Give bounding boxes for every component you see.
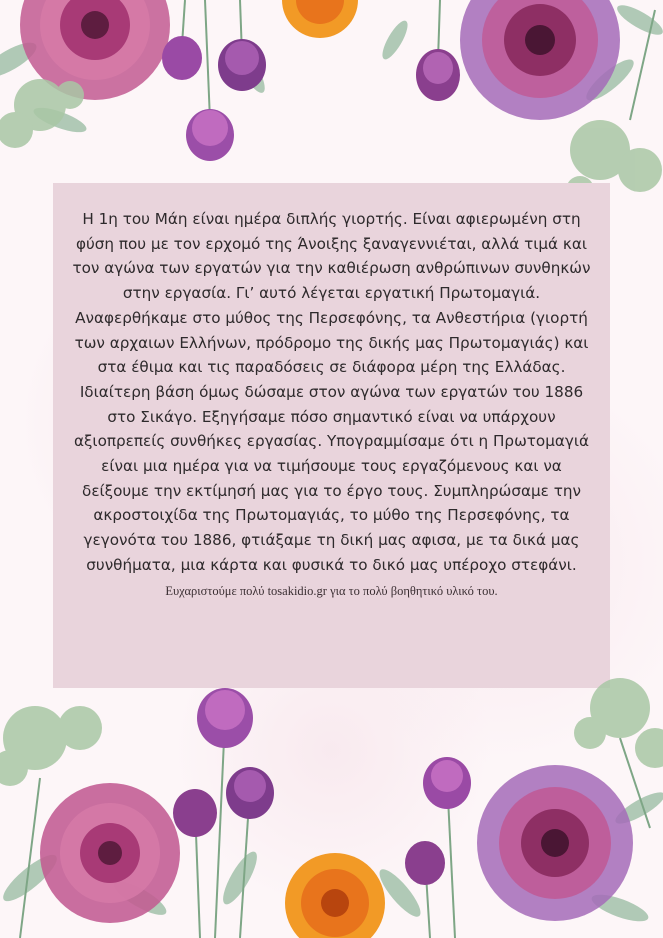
floral-border-bottom bbox=[0, 678, 663, 938]
thanks-note: Ευχαριστούμε πολύ tosakidio.gr για το πολύ βοηθητικό υλικό του. bbox=[165, 583, 498, 598]
main-paragraph: Η 1η του Μάη είναι ημέρα διπλής γιορτής. Είναι αφιερωμένη στη φύση που με τον ερχομό της Άνοιξης ξαναγεννιέται, αλλά τιμά και τον αγώνα των εργατών για την καθιέρωση ανθρώπινων συνθηκών στην εργασία. Γι’ αυτό λέγεται εργατική Πρωτομαγιά. Αναφερθήκαμε στο μύθος της Περσεφόνης, τα Ανθεστήρια (γιορτή των αρχαιων Ελλήνων, πρόδρομο της δικής μας Πρωτομαγιάς) και στα έθιμα και τις παραδόσεις σε διάφορα μέρη της Ελλάδας. Ιδιαίτερη βάση όμως δώσαμε στον αγώνα των εργατών του 1886 στο Σικάγο. Εξηγήσαμε πόσο σημαντικό είναι να υπάρχουν αξιοπρεπείς συνθήκες εργασίας. Υπογραμμίσαμε ότι η Πρωτομαγιά είναι μια ημέρα για να τιμήσουμε τους εργαζόμενους και να δείξουμε την εκτίμησή μας για το έργο τους. Συμπληρώσαμε την ακροστοιχίδα της Πρωτομαγιάς, το μύθο της Περσεφόνης, τα γεγονότα του 1886, φτιάξαμε τη δική μας αφισα, με τα δικά μας συνθήματα, μια κάρτα και φυσικά το δικό μας υπέροχο στεφάνι. bbox=[72, 210, 591, 574]
text-panel bbox=[53, 183, 610, 688]
